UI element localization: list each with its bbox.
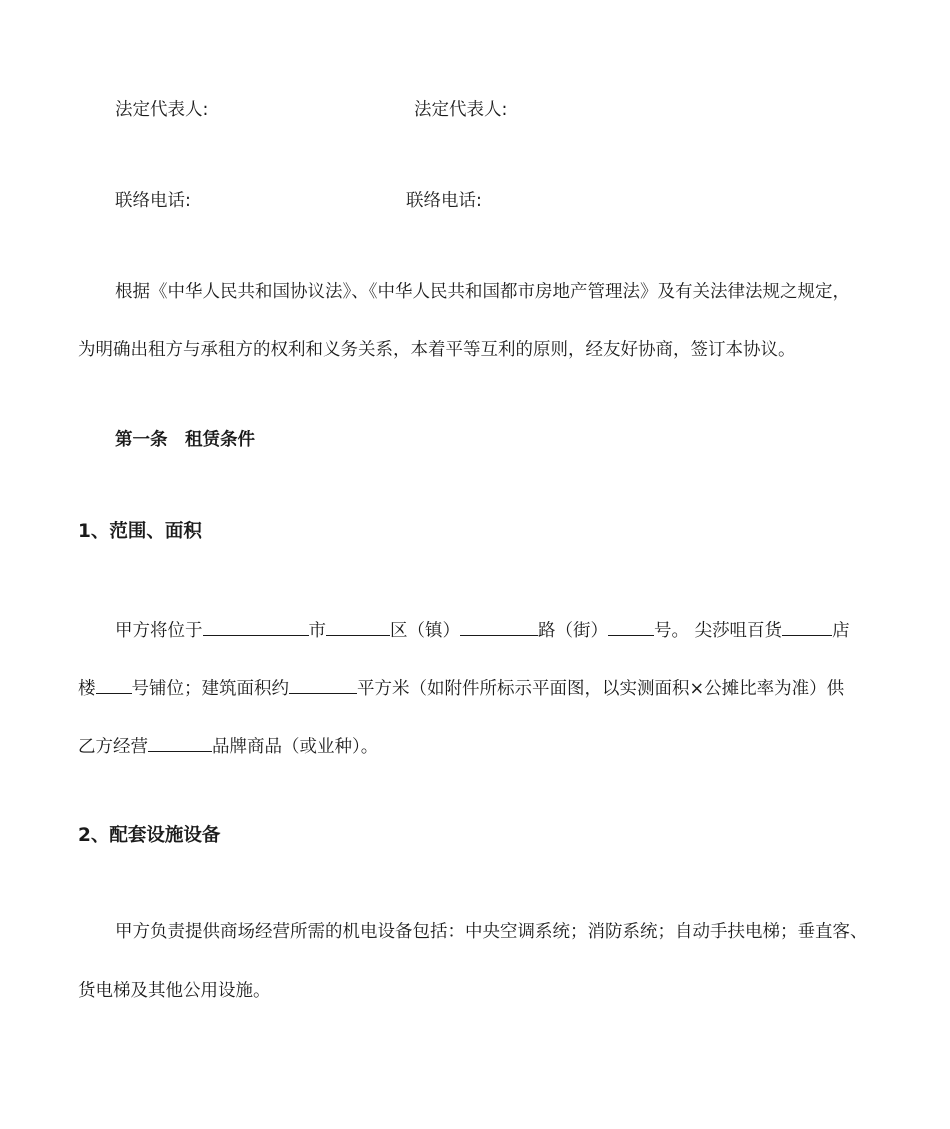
preamble-line-2: 为明确出租方与承租方的权利和义务关系，本着平等互利的原则，经友好协商，签订本协议。 — [78, 340, 796, 360]
legal-rep-label-party-b: 法定代表人: — [414, 100, 508, 120]
text-segment: 号。 尖莎咀百货 — [654, 621, 783, 641]
section-1-line-1 — [115, 617, 850, 643]
text-segment: 乙方经营 — [78, 737, 148, 757]
phone-label-party-b: 联络电话: — [406, 191, 482, 211]
section-2-line-2: 货电梯及其他公用设施。 — [78, 981, 271, 1001]
section-2-line-1: 甲方负责提供商场经营所需的机电设备包括：中央空调系统；消防系统；自动手扶电梯；垂直客、 — [115, 922, 868, 942]
section-1-line-2 — [78, 675, 844, 701]
legal-rep-label-party-a: 法定代表人: — [115, 100, 209, 120]
text-segment: 路（街） — [538, 621, 608, 641]
text-segment: 市 — [308, 621, 326, 641]
district-blank — [326, 617, 390, 636]
section-2-heading: 2、配套设施设备 — [78, 825, 221, 846]
brand-blank — [148, 733, 212, 752]
text-segment: 号铺位；建筑面积约 — [131, 679, 289, 699]
section-1-line-3 — [78, 733, 378, 759]
road-blank — [460, 617, 538, 636]
floor-blank — [96, 675, 132, 694]
text-segment: 甲方将位于 — [115, 621, 203, 641]
text-segment: 楼 — [78, 679, 96, 699]
text-segment: 品牌商品（或业种）。 — [212, 737, 379, 757]
city-blank — [203, 617, 309, 636]
text-segment: 店 — [832, 621, 850, 641]
text-segment: 区（镇） — [390, 621, 460, 641]
phone-label-party-a: 联络电话: — [115, 191, 191, 211]
number-blank — [608, 617, 654, 636]
area-blank — [289, 675, 357, 694]
article-1-title: 第一条 租赁条件 — [115, 430, 255, 450]
store-blank — [782, 617, 832, 636]
section-1-heading: 1、范围、面积 — [78, 521, 202, 542]
preamble-line-1: 根据《中华人民共和国协议法》、《中华人民共和国都市房地产管理法》及有关法律法规之规定， — [115, 282, 850, 302]
text-segment: 平方米（如附件所标示平面图，以实测面积×公摊比率为准）供 — [357, 679, 845, 699]
